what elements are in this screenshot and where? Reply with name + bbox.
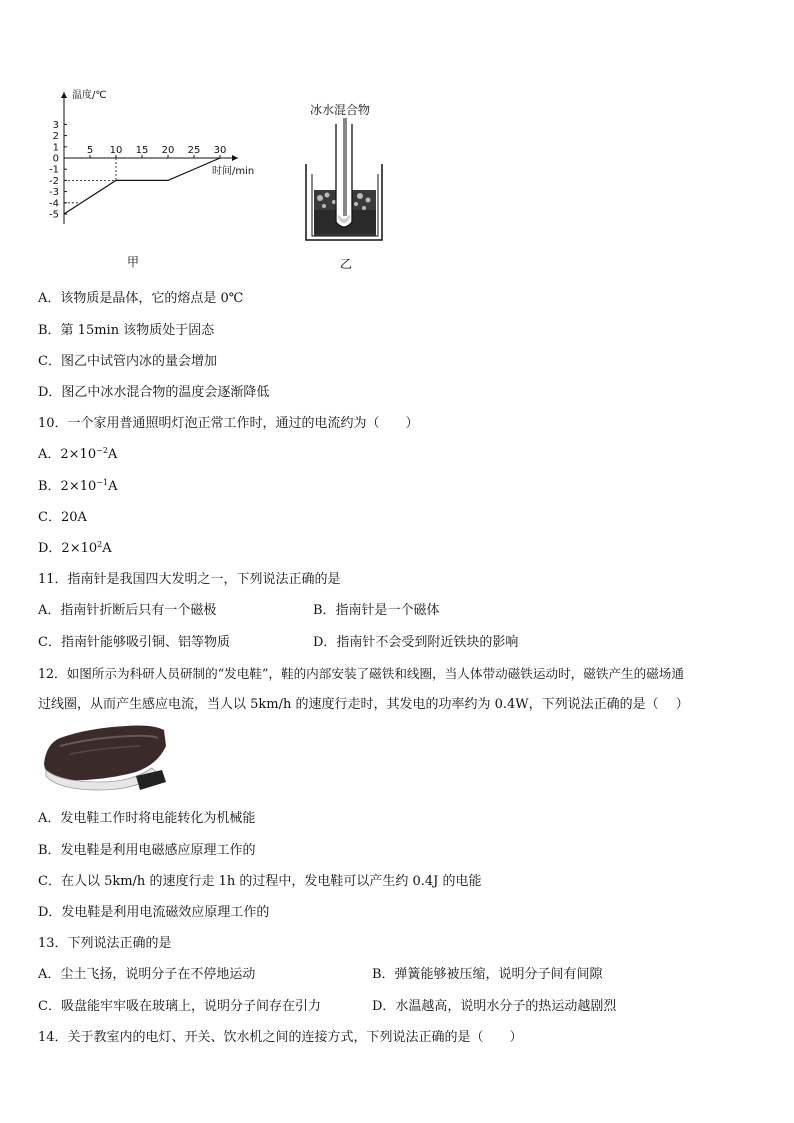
y-tick-label: 3 xyxy=(52,119,59,131)
q11-option-b: B．指南针是一个磁体 xyxy=(313,603,440,618)
q13-stem: 13．下列说法正确的是 xyxy=(38,936,172,951)
q12-option-d: D．发电鞋是利用电流磁效应原理工作的 xyxy=(38,905,270,920)
q13-option-b: B．弹簧能够被压缩，说明分子间有间隙 xyxy=(372,967,603,982)
x-tick-label: 30 xyxy=(213,145,227,156)
q10-option-a xyxy=(38,446,117,464)
x-tick-label: 25 xyxy=(187,145,201,156)
x-tick-label: 5 xyxy=(86,145,94,156)
x-axis-label: 时间/min xyxy=(212,166,255,177)
q11-stem: 11．指南针是我国四大发明之一，下列说法正确的是 xyxy=(38,572,341,587)
y-axis-label: 温度/℃ xyxy=(72,90,107,101)
figure-jia-graph xyxy=(40,82,280,242)
y-tick-label: -2 xyxy=(49,175,59,187)
q10-a-base: A．2×10 xyxy=(38,447,97,462)
q11-option-d: D．指南针不会受到附近铁块的影响 xyxy=(313,635,519,650)
guide-lines xyxy=(64,158,116,203)
q10-option-d xyxy=(38,540,112,558)
q10-a-exponent: −2 xyxy=(96,446,108,455)
q14-stem: 14．关于教室内的电灯、开关、饮水机之间的连接方式，下列说法正确的是（ ） xyxy=(38,1030,523,1045)
q12-stem-line1: 12．如图所示为科研人员研制的“发电鞋”，鞋的内部安装了磁铁和线圈，当人体带动磁铁运动时，磁铁产生的磁场通 xyxy=(38,666,684,681)
q9-option-d: D．图乙中冰水混合物的温度会逐渐降低 xyxy=(38,385,270,400)
q11-option-a: A．指南针折断后只有一个磁极 xyxy=(38,603,217,618)
q10-b-exponent: −1 xyxy=(96,478,109,487)
y-tick-label: -4 xyxy=(49,198,59,210)
figure-jia-label: 甲 xyxy=(127,255,140,269)
q13-option-c: C．吸盘能牢牢吸在玻璃上，说明分子间存在引力 xyxy=(38,999,321,1014)
y-tick-label: 1 xyxy=(52,142,59,154)
q12-option-c: C．在人以 5km/h 的速度行走 1h 的过程中，发电鞋可以产生约 0.4J 的电能 xyxy=(38,874,482,889)
q12-option-b: B．发电鞋是利用电磁感应原理工作的 xyxy=(38,843,256,858)
y-tick-label: 0 xyxy=(52,153,59,165)
x-ticks xyxy=(87,145,227,158)
q10-b-unit: A xyxy=(108,479,118,494)
y-tick-label: -5 xyxy=(49,209,59,221)
y-tick-label: -3 xyxy=(49,187,59,199)
figure-yi-title: 冰水混合物 xyxy=(310,103,371,117)
q13-option-a: A．尘土飞扬，说明分子在不停地运动 xyxy=(38,967,256,982)
power-shoe-image xyxy=(40,724,168,794)
q10-option-b xyxy=(38,478,117,496)
x-tick-label: 20 xyxy=(161,145,175,156)
q12-stem-line2: 过线圈，从而产生感应电流，当人以 5km/h 的速度行走时，其发电的功率约为 0.4W，下列说法正确的是（ ） xyxy=(38,697,689,712)
y-tick-label: -1 xyxy=(49,164,59,176)
q10-option-c: C．20A xyxy=(38,510,87,525)
q13-option-d: D．水温越高，说明水分子的热运动越剧烈 xyxy=(372,999,617,1014)
x-tick-label: 15 xyxy=(135,145,149,156)
q10-stem: 10．一个家用普通照明灯泡正常工作时，通过的电流约为（ ） xyxy=(38,416,419,431)
q9-option-c: C．图乙中试管内冰的量会增加 xyxy=(38,354,217,369)
q10-d-exponent: 2 xyxy=(97,540,103,549)
temperature-curve xyxy=(64,158,220,214)
q12-option-a: A．发电鞋工作时将电能转化为机械能 xyxy=(38,811,256,826)
figure-yi-beaker xyxy=(300,118,390,246)
figure-yi-label: 乙 xyxy=(340,257,353,271)
q9-option-b: B．第 15min 该物质处于固态 xyxy=(38,323,215,338)
x-tick-label: 10 xyxy=(109,145,123,156)
q11-option-c: C．指南针能够吸引铜、铝等物质 xyxy=(38,635,230,650)
q9-option-a: A．该物质是晶体，它的熔点是 0℃ xyxy=(38,291,244,306)
q10-b-base: B．2×10 xyxy=(38,479,97,494)
y-tick-label: 2 xyxy=(52,131,59,143)
q10-d-base: D．2×10 xyxy=(38,541,98,556)
q10-a-unit: A xyxy=(107,447,118,462)
q10-d-unit: A xyxy=(102,541,112,556)
